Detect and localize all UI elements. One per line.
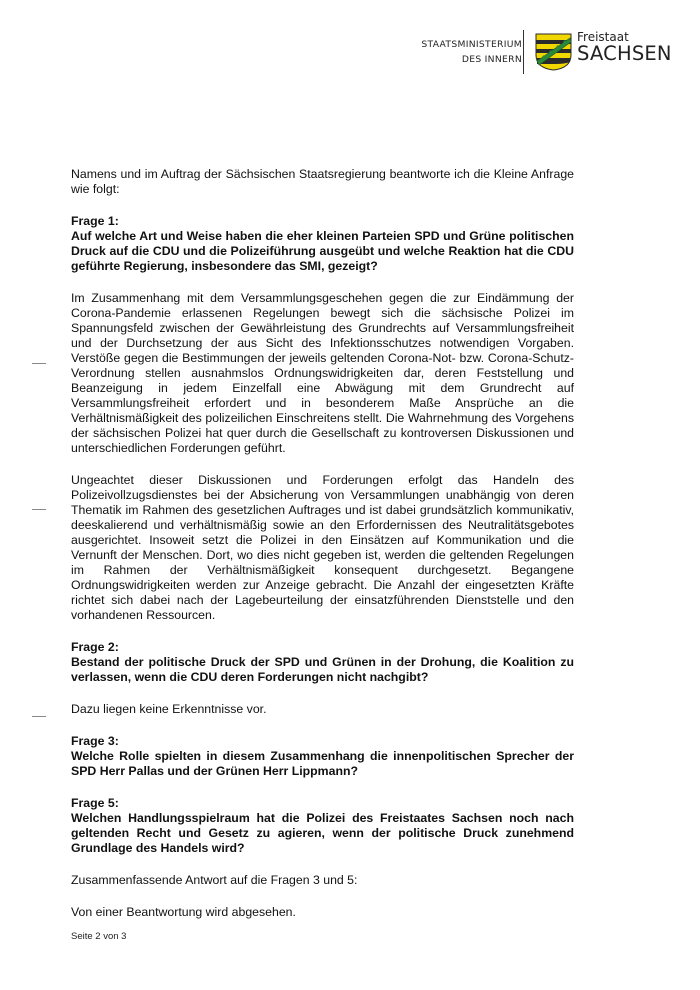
brand-sachsen: SACHSEN xyxy=(577,42,672,65)
answer-2: Dazu liegen keine Erkenntnisse vor. xyxy=(71,702,267,716)
question-3-label: Frage 3: xyxy=(71,734,119,748)
question-1-text: Auf welche Art und Weise haben die eher kleinen Parteien SPD und Grüne politischen Druck auf die CDU und die Polizeiführung ausgeübt und welche Reaktion hat die CDU geführte Regierung, insbesondere das SMI, gezeigt? xyxy=(71,229,574,273)
question-1-label: Frage 1: xyxy=(71,214,119,228)
fold-mark-2 xyxy=(32,509,46,510)
ministry-name xyxy=(421,37,522,67)
brand-freistaat: Freistaat xyxy=(577,30,629,44)
ministry-line-2: DES INNERN xyxy=(461,54,522,65)
page-number: Seite 2 von 3 xyxy=(71,931,127,942)
question-2-text: Bestand der politische Druck der SPD und Grünen in der Drohung, die Koalition zu verlassen, wenn die CDU deren Forderungen nicht nachgibt? xyxy=(71,655,574,684)
question-5-label: Frage 5: xyxy=(71,796,119,810)
letter-body xyxy=(71,167,574,937)
question-3-text: Welche Rolle spielten in diesem Zusammenhang die innenpolitischen Sprecher der SPD Herr Pallas und der Grünen Herr Lippmann? xyxy=(71,749,574,778)
intro-paragraph: Namens und im Auftrag der Sächsischen Staatsregierung beantworte ich die Kleine Anfrage wie folgt: xyxy=(71,167,574,196)
answer-1-paragraph-1: Im Zusammenhang mit dem Versammlungsgeschehen gegen die zur Eindämmung der Corona-Pandemie erlassenen Regelungen bewegt sich die sächsische Polizei im Spannungsfeld zwischen der Gewährleistung des Grundrechts auf Versammlungsfreiheit und der Durchsetzung der aus Sicht des Infektionsschutzes notwendigen Vorgaben. Verstöße gegen die Bestimmungen der jeweils geltenden Corona-Not- bzw. Corona-Schutz-Verordnung stellen ausnahmslos Ordnungswidrigkeiten dar, deren Feststellung und Beanzeigung in jedem Einzelfall eine Abwägung mit dem Grundrecht auf Versammlungsfreiheit erfordert und in besonderem Maße Ansprüche an die Verhältnismäßigkeit des polizeilichen Einschreitens stellt. Die Wahrnehmung des Vorgehens der sächsischen Polizei hat quer durch die Gesellschaft zu kontroversen Diskussionen und unterschiedlichen Forderungen geführt. xyxy=(71,291,574,455)
ministry-line-1: STAATSMINISTERIUM xyxy=(421,39,522,50)
summary-intro: Zusammenfassende Antwort auf die Fragen 3 und 5: xyxy=(71,873,358,887)
question-2-label: Frage 2: xyxy=(71,640,119,654)
fold-mark-1 xyxy=(32,363,46,364)
summary-answer: Von einer Beantwortung wird abgesehen. xyxy=(71,905,296,919)
question-5-text: Welchen Handlungsspielraum hat die Polizei des Freistaates Sachsen noch nach geltenden Recht und Gesetz zu agieren, wenn der politische Druck zunehmend Grundlage des Handels wird? xyxy=(71,811,574,855)
header-divider xyxy=(523,30,524,74)
saxony-coat-of-arms-icon xyxy=(535,33,572,71)
fold-mark-3 xyxy=(32,716,46,717)
answer-1-paragraph-2: Ungeachtet dieser Diskussionen und Forderungen erfolgt das Handeln des Polizeivollzugsdienstes bei der Absicherung von Versammlungen unabhängig von deren Thematik im Rahmen des gesetzlichen Auftrages und ist dabei grundsätzlich kommunikativ, deeskalierend und verhältnismäßig sowie an den Erfordernissen des Neutralitätsgebotes ausgerichtet. Insoweit setzt die Polizei in den Einsätzen auf Kommunikation und die Vernunft der Menschen. Dort, wo dies nicht gegeben ist, werden die geltenden Regelungen im Rahmen der Verhältnismäßigkeit konsequent durchgesetzt. Begangene Ordnungswidrigkeiten werden zur Anzeige gebracht. Die Anzahl der eingesetzten Kräfte richtet sich dabei nach der Lagebeurteilung der einsatzführenden Dienststelle und den vorhandenen Ressourcen. xyxy=(71,473,574,622)
